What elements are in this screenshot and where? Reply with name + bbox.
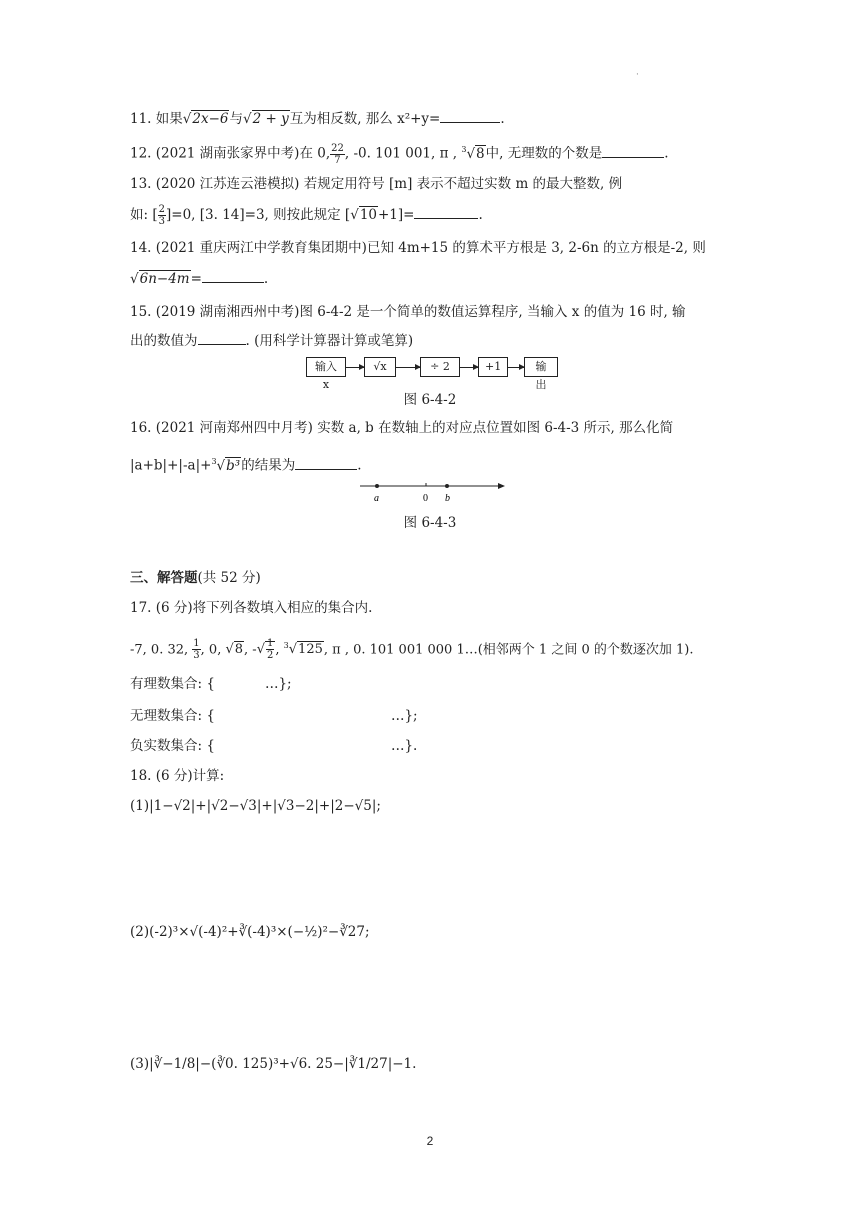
- number-line-arrow: [498, 483, 505, 489]
- rational-set-label: 有理数集合: {: [130, 676, 215, 692]
- q17-fraction-1-3: [192, 638, 200, 661]
- label-a: a: [374, 493, 379, 504]
- flow-arrow: [460, 367, 478, 368]
- q11-radicand-1: 2x−6: [192, 111, 229, 127]
- section-title: 三、解答题: [130, 570, 198, 586]
- label-b: b: [445, 493, 450, 504]
- section-heading: [130, 568, 261, 588]
- q17-list-part: , 0,: [200, 642, 226, 658]
- rational-set: [130, 674, 292, 694]
- q17-radicand-125: 125: [298, 642, 323, 658]
- irrational-set-end: …};: [390, 708, 418, 724]
- q13-mid: =0, [3. 14]=3, 则按此规定 [: [171, 207, 351, 223]
- q12-numerator: 22: [331, 142, 344, 154]
- q14-radicand: 6n−4m: [139, 271, 190, 287]
- question-17-list: [130, 636, 693, 661]
- q13-numerator: 2: [158, 204, 165, 215]
- question-15-line-2: [130, 330, 413, 351]
- question-16-line-2: [130, 452, 362, 476]
- section-score: (共 52 分): [197, 570, 261, 586]
- answer-blank[interactable]: [414, 204, 478, 219]
- q13-prefix: 如:: [130, 207, 153, 223]
- q13-radicand: 10: [359, 207, 377, 223]
- q17-numerator: 1: [267, 638, 274, 650]
- q11-post: 互为相反数, 那么 x²+y=: [289, 111, 441, 127]
- flow-arrow: [508, 367, 524, 368]
- header-mark: ·: [636, 70, 639, 80]
- q12-mid: , -0. 101 001, π ,: [344, 145, 462, 162]
- q13-fraction: [158, 204, 166, 227]
- question-18-title: 18. (6 分)计算:: [130, 768, 225, 784]
- q16-prefix: |a+b|+|-a|+: [130, 457, 212, 474]
- q12-denominator: 7: [334, 154, 341, 166]
- negative-set: [130, 736, 417, 756]
- flow-plus-box: +1: [478, 357, 508, 377]
- q12-post: 中, 无理数的个数是: [485, 145, 603, 162]
- question-14-line-1: 14. (2021 重庆两江中学教育集团期中)已知 4m+15 的算术平方根是 3, 2-6n 的立方根是-2, 则: [130, 240, 706, 256]
- answer-blank[interactable]: [602, 143, 664, 158]
- question-14-line-2: [130, 268, 268, 289]
- q11-prefix: 11. 如果: [130, 111, 183, 127]
- question-18-part-2: (2)(-2)³×√(-4)²+∛(-4)³×(−½)²−∛27;: [130, 924, 370, 940]
- q17-list-part: , π , 0. 101 001 000 1…(相邻两个 1 之间 0 的个数逐次加 1).: [323, 642, 694, 658]
- q12-prefix: 12. (2021 湖南张家界中考)在 0,: [130, 145, 331, 162]
- page-number: 2: [426, 1134, 434, 1148]
- q12-fraction: [330, 143, 345, 166]
- q17-root-index: 3: [283, 641, 289, 650]
- question-13-line-1: 13. (2020 江苏连云港模拟) 若规定用符号 [m] 表示不超过实数 m 的最大整数, 例: [130, 176, 623, 192]
- flow-input-box: 输入x: [306, 357, 346, 377]
- q11-mid: 与: [229, 111, 243, 127]
- q11-sqrt-2: √2 + y: [242, 111, 289, 127]
- answer-blank[interactable]: [440, 108, 500, 123]
- question-17-title: 17. (6 分)将下列各数填入相应的集合内.: [130, 600, 373, 616]
- flow-output-box: 输出: [524, 357, 558, 377]
- negative-set-label: 负实数集合: {: [130, 738, 215, 754]
- answer-blank[interactable]: [295, 455, 357, 470]
- flow-arrow: [396, 367, 420, 368]
- q13-sqrt: √10: [350, 207, 377, 223]
- flow-divide-box: ÷ 2: [420, 357, 460, 377]
- q12-radicand: 8: [476, 145, 485, 162]
- q17-fraction-1-2: [266, 638, 274, 661]
- q17-cbrt-125: √125: [288, 642, 323, 658]
- q14-sqrt: √6n−4m: [130, 271, 190, 287]
- q17-list-part: -7, 0. 32,: [130, 642, 193, 658]
- q12-end: .: [664, 145, 669, 162]
- q12-cbrt: √8: [466, 145, 485, 162]
- question-13-line-2: 如: [ $\frac{2}{3}$ ]=0, [3. 14]=3, 则按此规定 [√10+1]= .: [130, 204, 483, 227]
- figure-caption-6-4-3: 图 6-4-3: [403, 515, 457, 531]
- q17-radicand-8: 8: [234, 642, 244, 658]
- flowchart: [306, 357, 558, 391]
- q14-end: .: [263, 271, 269, 287]
- q17-list-part: , -: [244, 642, 257, 658]
- irrational-set: [130, 706, 418, 726]
- q12-root-index: 3: [461, 145, 467, 154]
- q17-denominator: 3: [193, 650, 200, 662]
- q16-radicand: b³: [226, 457, 241, 474]
- irrational-set-label: 无理数集合: {: [130, 708, 215, 724]
- q17-sqrt-half: √ $\frac{1}{2}$: [256, 638, 274, 662]
- q11-radicand-2: 2 + y: [252, 111, 289, 127]
- q15-prefix: 出的数值为: [130, 333, 198, 349]
- q17-denominator: 2: [267, 650, 274, 662]
- q17-numerator: 1: [193, 638, 200, 650]
- label-zero: 0: [423, 493, 428, 504]
- q14-post: =: [190, 271, 202, 287]
- q16-root-index: 3: [211, 457, 217, 466]
- figure-caption-6-4-2: 图 6-4-2: [403, 392, 457, 408]
- question-12: [130, 140, 669, 166]
- flow-sqrt-box: √x: [364, 357, 396, 377]
- q17-list-part: ,: [275, 642, 284, 658]
- q11-end: .: [500, 111, 505, 127]
- q17-sqrt-8: √8: [225, 642, 244, 658]
- q13-denominator: 3: [158, 216, 165, 227]
- question-18-part-3: (3)|∛−1/8|−(∛0. 125)³+√6. 25−|∛1/27|−1.: [130, 1056, 417, 1072]
- q11-sqrt-1: √2x−6: [182, 111, 229, 127]
- question-15-line-1: 15. (2019 湖南湘西州中考)图 6-4-2 是一个简单的数值运算程序, 当输入 x 的值为 16 时, 输: [130, 304, 686, 320]
- question-11: [130, 108, 505, 129]
- q15-post: . (用科学计算器计算或笔算): [245, 333, 414, 349]
- rational-set-end: …};: [264, 676, 292, 692]
- flow-arrow: [346, 367, 364, 368]
- q16-end: .: [357, 457, 362, 474]
- negative-set-end: …}.: [390, 738, 418, 754]
- question-18-part-1: (1)|1−√2|+|√2−√3|+|√3−2|+|2−√5|;: [130, 798, 381, 814]
- point-a: [375, 484, 379, 488]
- question-16-line-1: 16. (2021 河南郑州四中月考) 实数 a, b 在数轴上的对应点位置如图 6-4-3 所示, 那么化简: [130, 420, 674, 436]
- q16-post: 的结果为: [241, 457, 296, 474]
- answer-blank[interactable]: [202, 268, 264, 283]
- q13-end: .: [478, 207, 483, 223]
- number-line: [358, 476, 508, 504]
- answer-blank[interactable]: [198, 330, 246, 345]
- q16-cbrt: √b³: [216, 457, 241, 474]
- q13-post: +1]=: [378, 207, 415, 223]
- point-b: [445, 484, 449, 488]
